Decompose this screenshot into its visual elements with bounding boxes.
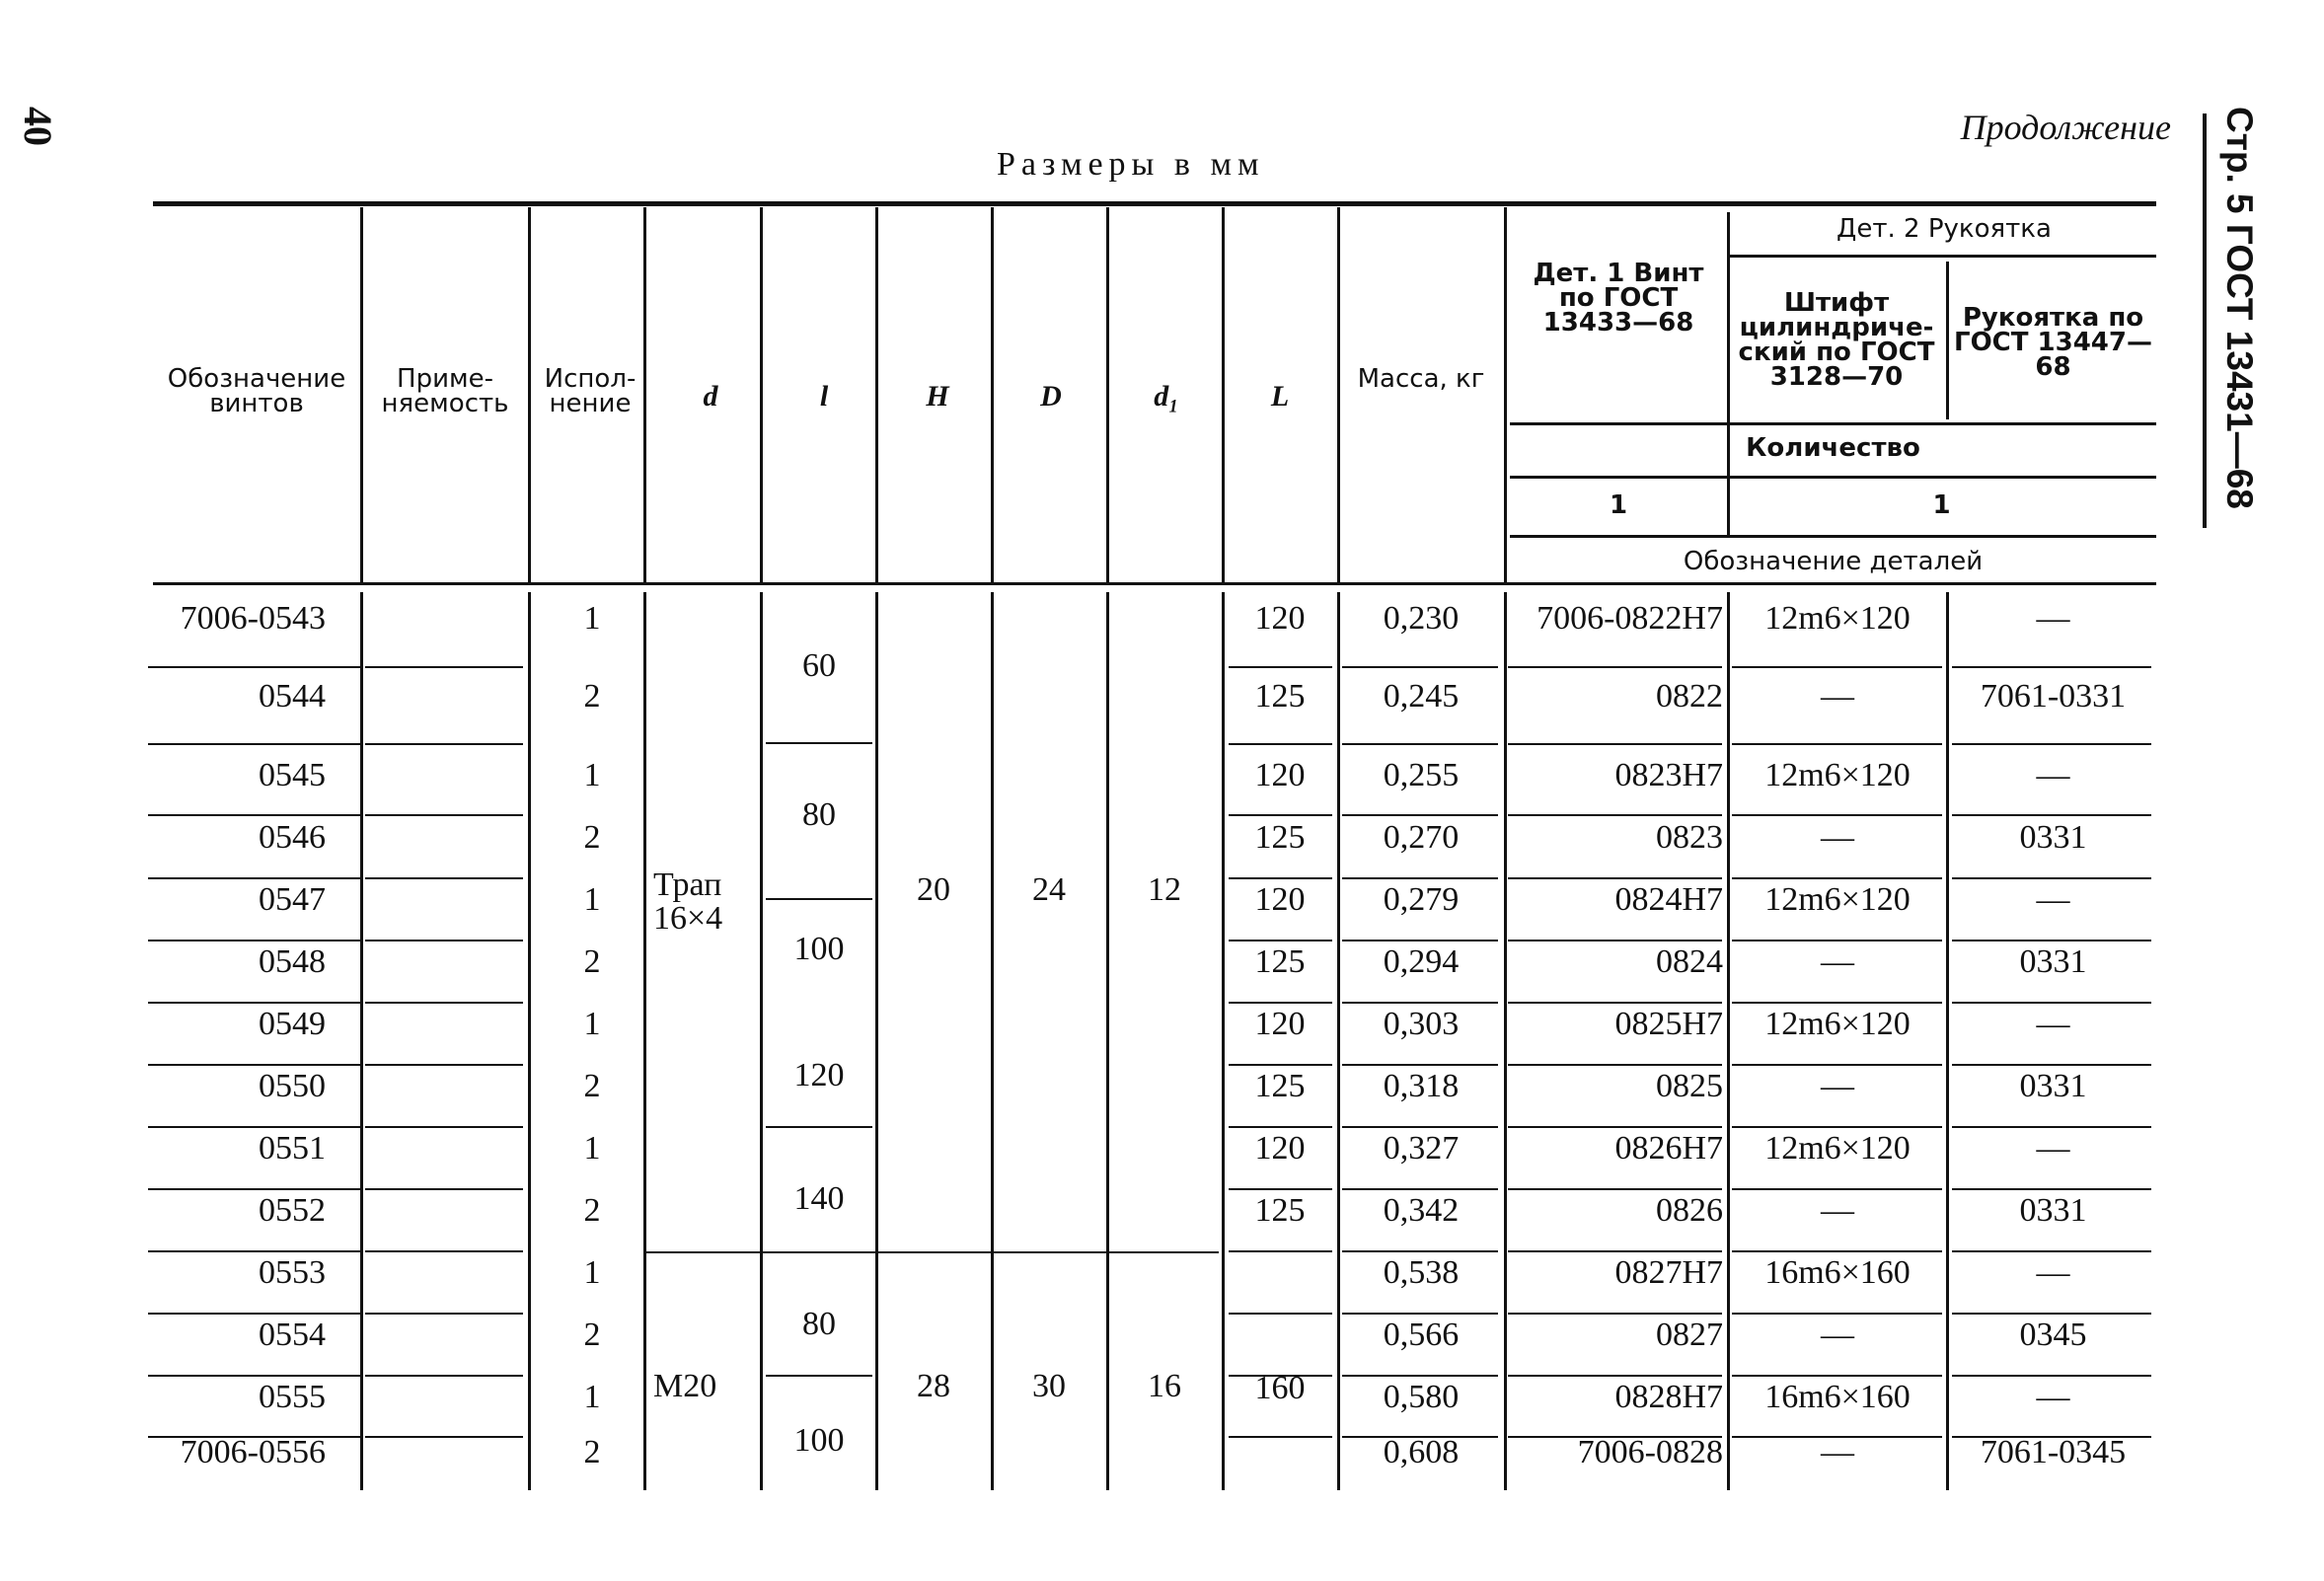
header-rule bbox=[1727, 255, 2156, 258]
row-separator bbox=[1229, 1126, 1332, 1128]
cell-designation: 0547 bbox=[259, 881, 326, 918]
body-divider bbox=[1946, 592, 1949, 1490]
cell-designation: 0552 bbox=[259, 1192, 326, 1229]
cell-handle: — bbox=[2036, 1379, 2070, 1415]
table-top-rule bbox=[153, 201, 2156, 206]
cell-part1: 7006-0828 bbox=[1577, 1434, 1723, 1470]
cell-designation: 0553 bbox=[259, 1254, 326, 1291]
col-header-H: H bbox=[926, 380, 949, 413]
header-rule bbox=[1510, 476, 2156, 479]
cell-L: 125 bbox=[1254, 1192, 1306, 1229]
cell-version: 1 bbox=[583, 881, 601, 918]
row-separator bbox=[148, 877, 360, 879]
cell-handle: — bbox=[2036, 1254, 2070, 1291]
row-separator bbox=[1732, 1313, 1942, 1315]
row-separator bbox=[1342, 1188, 1498, 1190]
cell-part1: 0822 bbox=[1656, 678, 1723, 715]
cell-l-60: 60 bbox=[802, 647, 836, 684]
cell-designation: 0546 bbox=[259, 819, 326, 856]
row-separator bbox=[1732, 1250, 1942, 1252]
cell-mass: 0,294 bbox=[1383, 943, 1460, 980]
cell-part1: 0827Н7 bbox=[1614, 1254, 1723, 1291]
cell-pin: — bbox=[1821, 1317, 1854, 1353]
cell-handle: 0345 bbox=[2019, 1317, 2087, 1353]
cell-D-trap: 24 bbox=[1032, 871, 1066, 908]
body-divider bbox=[1504, 592, 1507, 1490]
row-separator bbox=[365, 1002, 523, 1004]
row-separator bbox=[1732, 1188, 1942, 1190]
cell-H-trap: 20 bbox=[917, 871, 950, 908]
cell-designation: 0555 bbox=[259, 1379, 326, 1415]
cell-pin: — bbox=[1821, 819, 1854, 856]
cell-designation: 0545 bbox=[259, 757, 326, 793]
header-divider bbox=[1222, 207, 1225, 582]
cell-d-trap: Трап 16×4 bbox=[653, 866, 723, 937]
col-header-part1: Дет. 1 Винт по ГОСТ 13433—68 bbox=[1533, 259, 1704, 338]
row-separator bbox=[1229, 940, 1332, 941]
row-separator bbox=[148, 1064, 360, 1066]
cell-mass: 0,342 bbox=[1383, 1192, 1460, 1229]
cell-l-140: 140 bbox=[793, 1180, 845, 1217]
row-separator bbox=[1732, 1375, 1942, 1377]
row-separator bbox=[1508, 1188, 1722, 1190]
row-separator bbox=[1508, 814, 1722, 816]
cell-mass: 0,245 bbox=[1383, 678, 1460, 715]
cell-handle: 0331 bbox=[2019, 1068, 2087, 1104]
group-separator bbox=[766, 1126, 872, 1128]
cell-pin: 12m6×120 bbox=[1764, 881, 1911, 918]
cell-mass: 0,327 bbox=[1383, 1130, 1460, 1167]
cell-pin: — bbox=[1821, 1192, 1854, 1229]
row-separator bbox=[1952, 1375, 2151, 1377]
col-header-handle: Рукоятка по ГОСТ 13447—68 bbox=[1954, 303, 2152, 382]
row-separator bbox=[1952, 1250, 2151, 1252]
body-divider bbox=[528, 592, 531, 1490]
row-separator bbox=[1508, 1064, 1722, 1066]
cell-l-100: 100 bbox=[793, 931, 845, 967]
header-divider bbox=[1106, 207, 1109, 582]
cell-pin: 12m6×120 bbox=[1764, 1006, 1911, 1042]
cell-mass: 0,538 bbox=[1383, 1254, 1460, 1291]
row-separator bbox=[148, 1250, 360, 1252]
cell-handle: — bbox=[2036, 600, 2070, 637]
cell-handle: — bbox=[2036, 1006, 2070, 1042]
row-separator bbox=[365, 666, 523, 668]
row-separator bbox=[1952, 743, 2151, 745]
row-separator bbox=[1508, 1002, 1722, 1004]
cell-L: 120 bbox=[1254, 1130, 1306, 1167]
cell-pin: 12m6×120 bbox=[1764, 1130, 1911, 1167]
cell-pin: 16m6×160 bbox=[1764, 1254, 1911, 1291]
header-part-designation: Обозначение деталей bbox=[1683, 547, 1984, 576]
row-separator bbox=[1229, 1064, 1332, 1066]
row-separator bbox=[1229, 1250, 1332, 1252]
body-divider bbox=[1337, 592, 1340, 1490]
row-separator bbox=[1229, 814, 1332, 816]
row-separator bbox=[1732, 743, 1942, 745]
cell-version: 2 bbox=[583, 1317, 601, 1353]
page-number: 40 bbox=[16, 107, 60, 146]
group-separator bbox=[766, 1375, 872, 1377]
group-separator bbox=[646, 1251, 1219, 1253]
row-separator bbox=[148, 666, 360, 668]
row-separator bbox=[1508, 1313, 1722, 1315]
body-divider bbox=[760, 592, 763, 1490]
cell-part1: 0825Н7 bbox=[1614, 1006, 1723, 1042]
row-separator bbox=[1342, 1250, 1498, 1252]
cell-pin: — bbox=[1821, 678, 1854, 715]
row-separator bbox=[1508, 877, 1722, 879]
row-separator bbox=[1732, 1126, 1942, 1128]
row-separator bbox=[365, 877, 523, 879]
header-quantity: Количество bbox=[1746, 433, 1920, 463]
row-separator bbox=[1732, 1002, 1942, 1004]
row-separator bbox=[365, 743, 523, 745]
row-separator bbox=[1508, 1250, 1722, 1252]
header-divider bbox=[760, 207, 763, 582]
row-separator bbox=[1952, 877, 2151, 879]
cell-designation: 7006-0556 bbox=[180, 1434, 326, 1470]
row-separator bbox=[365, 814, 523, 816]
row-separator bbox=[148, 1375, 360, 1377]
header-qty-part2: 1 bbox=[1932, 490, 1951, 520]
col-header-d1: d₁ bbox=[1154, 380, 1179, 413]
row-separator bbox=[1952, 1064, 2151, 1066]
cell-pin: 12m6×120 bbox=[1764, 757, 1911, 793]
cell-L: 120 bbox=[1254, 881, 1306, 918]
cell-designation: 7006-0543 bbox=[180, 600, 326, 637]
row-separator bbox=[148, 814, 360, 816]
cell-mass: 0,255 bbox=[1383, 757, 1460, 793]
side-rule bbox=[2203, 113, 2207, 528]
row-separator bbox=[1342, 814, 1498, 816]
row-separator bbox=[1732, 1064, 1942, 1066]
row-separator bbox=[1342, 1064, 1498, 1066]
row-separator bbox=[365, 1313, 523, 1315]
row-separator bbox=[1508, 743, 1722, 745]
row-separator bbox=[1229, 1188, 1332, 1190]
row-separator bbox=[1342, 1313, 1498, 1315]
cell-handle: — bbox=[2036, 1130, 2070, 1167]
body-divider bbox=[1106, 592, 1109, 1490]
row-separator bbox=[1952, 1126, 2151, 1128]
group-separator bbox=[766, 898, 872, 900]
row-separator bbox=[365, 1064, 523, 1066]
header-divider bbox=[528, 207, 531, 582]
col-header-mass: Масса, кг bbox=[1357, 364, 1485, 394]
cell-version: 2 bbox=[583, 1434, 601, 1470]
body-divider bbox=[1727, 592, 1730, 1490]
row-separator bbox=[1508, 1375, 1722, 1377]
cell-version: 1 bbox=[583, 1254, 601, 1291]
cell-part1: 0826 bbox=[1656, 1192, 1723, 1229]
row-separator bbox=[1952, 814, 2151, 816]
cell-version: 1 bbox=[583, 757, 601, 793]
row-separator bbox=[1508, 1126, 1722, 1128]
col-header-part2: Дет. 2 Рукоятка bbox=[1837, 214, 2052, 244]
cell-d1-m20: 16 bbox=[1148, 1368, 1181, 1404]
row-separator bbox=[148, 1126, 360, 1128]
row-separator bbox=[1229, 1436, 1332, 1438]
header-qty-part1: 1 bbox=[1609, 490, 1628, 520]
header-divider bbox=[1504, 207, 1507, 582]
cell-d1-trap: 12 bbox=[1148, 871, 1181, 908]
cell-L-m20: 160 bbox=[1254, 1370, 1306, 1406]
row-separator bbox=[1342, 1126, 1498, 1128]
header-divider bbox=[1337, 207, 1340, 582]
cell-designation: 0549 bbox=[259, 1006, 326, 1042]
cell-L: 125 bbox=[1254, 819, 1306, 856]
cell-part1: 0826Н7 bbox=[1614, 1130, 1723, 1167]
col-header-version: Испол-нение bbox=[544, 364, 637, 418]
standard-side-label: Стр. 5 ГОСТ 13431—68 bbox=[2219, 107, 2260, 509]
header-rule bbox=[1510, 535, 2156, 538]
header-rule bbox=[1510, 422, 2156, 425]
cell-L: 120 bbox=[1254, 600, 1306, 637]
cell-D-m20: 30 bbox=[1032, 1368, 1066, 1404]
row-separator bbox=[148, 743, 360, 745]
col-header-designation: Обозначение винтов bbox=[167, 364, 346, 418]
row-separator bbox=[1952, 1313, 2151, 1315]
cell-mass: 0,608 bbox=[1383, 1434, 1460, 1470]
row-separator bbox=[1732, 877, 1942, 879]
cell-handle: — bbox=[2036, 757, 2070, 793]
row-separator bbox=[1229, 1002, 1332, 1004]
header-bottom-rule bbox=[153, 582, 2156, 585]
cell-handle: 7061-0331 bbox=[1980, 678, 2127, 715]
row-separator bbox=[1508, 940, 1722, 941]
cell-H-m20: 28 bbox=[917, 1368, 950, 1404]
cell-handle: — bbox=[2036, 881, 2070, 918]
cell-designation: 0554 bbox=[259, 1317, 326, 1353]
cell-pin: — bbox=[1821, 1434, 1854, 1470]
cell-version: 2 bbox=[583, 943, 601, 980]
cell-mass: 0,230 bbox=[1383, 600, 1460, 637]
row-separator bbox=[1342, 666, 1498, 668]
row-separator bbox=[148, 1313, 360, 1315]
cell-L: 120 bbox=[1254, 757, 1306, 793]
row-separator bbox=[148, 940, 360, 941]
row-separator bbox=[1342, 877, 1498, 879]
cell-mass: 0,270 bbox=[1383, 819, 1460, 856]
row-separator bbox=[365, 1126, 523, 1128]
row-separator bbox=[1229, 877, 1332, 879]
col-header-L: L bbox=[1270, 380, 1290, 413]
cell-handle: 0331 bbox=[2019, 819, 2087, 856]
cell-designation: 0548 bbox=[259, 943, 326, 980]
row-separator bbox=[365, 1250, 523, 1252]
row-separator bbox=[1952, 940, 2151, 941]
group-separator bbox=[766, 742, 872, 744]
cell-version: 1 bbox=[583, 1006, 601, 1042]
cell-mass: 0,580 bbox=[1383, 1379, 1460, 1415]
cell-version: 1 bbox=[583, 1130, 601, 1167]
cell-L: 120 bbox=[1254, 1006, 1306, 1042]
cell-part1: 0824 bbox=[1656, 943, 1723, 980]
row-separator bbox=[1508, 666, 1722, 668]
cell-version: 2 bbox=[583, 1192, 601, 1229]
cell-version: 2 bbox=[583, 819, 601, 856]
cell-version: 2 bbox=[583, 1068, 601, 1104]
cell-pin: 12m6×120 bbox=[1764, 600, 1911, 637]
cell-l-80: 80 bbox=[802, 796, 836, 833]
units-caption: Размеры в мм bbox=[997, 146, 1265, 183]
row-separator bbox=[365, 1436, 523, 1438]
header-divider bbox=[875, 207, 878, 582]
row-separator bbox=[1952, 1188, 2151, 1190]
row-separator bbox=[148, 1002, 360, 1004]
body-divider bbox=[991, 592, 994, 1490]
row-separator bbox=[365, 1188, 523, 1190]
row-separator bbox=[1732, 666, 1942, 668]
col-header-applicability: Приме-няемость bbox=[381, 364, 509, 418]
body-divider bbox=[360, 592, 363, 1490]
cell-part1: 0823Н7 bbox=[1614, 757, 1723, 793]
row-separator bbox=[1952, 666, 2151, 668]
continuation-label: Продолжение bbox=[1960, 108, 2171, 147]
row-separator bbox=[1342, 743, 1498, 745]
cell-handle: 0331 bbox=[2019, 1192, 2087, 1229]
cell-part1: 0823 bbox=[1656, 819, 1723, 856]
row-separator bbox=[1342, 1002, 1498, 1004]
row-separator bbox=[1342, 940, 1498, 941]
cell-part1: 0828Н7 bbox=[1614, 1379, 1723, 1415]
cell-mass: 0,303 bbox=[1383, 1006, 1460, 1042]
cell-mass: 0,279 bbox=[1383, 881, 1460, 918]
header-divider bbox=[360, 207, 363, 582]
row-separator bbox=[1229, 743, 1332, 745]
cell-pin: 16m6×160 bbox=[1764, 1379, 1911, 1415]
cell-handle: 7061-0345 bbox=[1980, 1434, 2127, 1470]
col-header-D: D bbox=[1040, 380, 1062, 413]
cell-version: 2 bbox=[583, 678, 601, 715]
row-separator bbox=[1342, 1375, 1498, 1377]
row-separator bbox=[365, 940, 523, 941]
row-separator bbox=[1732, 814, 1942, 816]
cell-handle: 0331 bbox=[2019, 943, 2087, 980]
cell-d-m20: М20 bbox=[653, 1368, 717, 1404]
cell-version: 1 bbox=[583, 1379, 601, 1415]
cell-l-100-m20: 100 bbox=[793, 1422, 845, 1459]
cell-part1: 0827 bbox=[1656, 1317, 1723, 1353]
col-header-l: l bbox=[819, 380, 829, 413]
row-separator bbox=[148, 1188, 360, 1190]
row-separator bbox=[1229, 666, 1332, 668]
cell-designation: 0551 bbox=[259, 1130, 326, 1167]
cell-L: 125 bbox=[1254, 678, 1306, 715]
col-header-pin: Штифт цилиндриче-ский по ГОСТ 3128—70 bbox=[1738, 288, 1935, 392]
header-divider bbox=[991, 207, 994, 582]
cell-mass: 0,318 bbox=[1383, 1068, 1460, 1104]
cell-l-120: 120 bbox=[793, 1057, 845, 1093]
body-divider bbox=[875, 592, 878, 1490]
header-divider bbox=[1946, 262, 1949, 419]
row-separator bbox=[1229, 1313, 1332, 1315]
cell-pin: — bbox=[1821, 1068, 1854, 1104]
col-header-d: d bbox=[703, 380, 718, 413]
cell-pin: — bbox=[1821, 943, 1854, 980]
cell-part1: 0825 bbox=[1656, 1068, 1723, 1104]
cell-part1: 7006-0822Н7 bbox=[1537, 600, 1723, 637]
cell-L: 125 bbox=[1254, 1068, 1306, 1104]
cell-designation: 0544 bbox=[259, 678, 326, 715]
header-divider bbox=[643, 207, 646, 582]
cell-l-80-m20: 80 bbox=[802, 1306, 836, 1342]
row-separator bbox=[1732, 940, 1942, 941]
row-separator bbox=[1952, 1002, 2151, 1004]
cell-designation: 0550 bbox=[259, 1068, 326, 1104]
cell-part1: 0824Н7 bbox=[1614, 881, 1723, 918]
row-separator bbox=[365, 1375, 523, 1377]
cell-mass: 0,566 bbox=[1383, 1317, 1460, 1353]
cell-L: 125 bbox=[1254, 943, 1306, 980]
cell-version: 1 bbox=[583, 600, 601, 637]
